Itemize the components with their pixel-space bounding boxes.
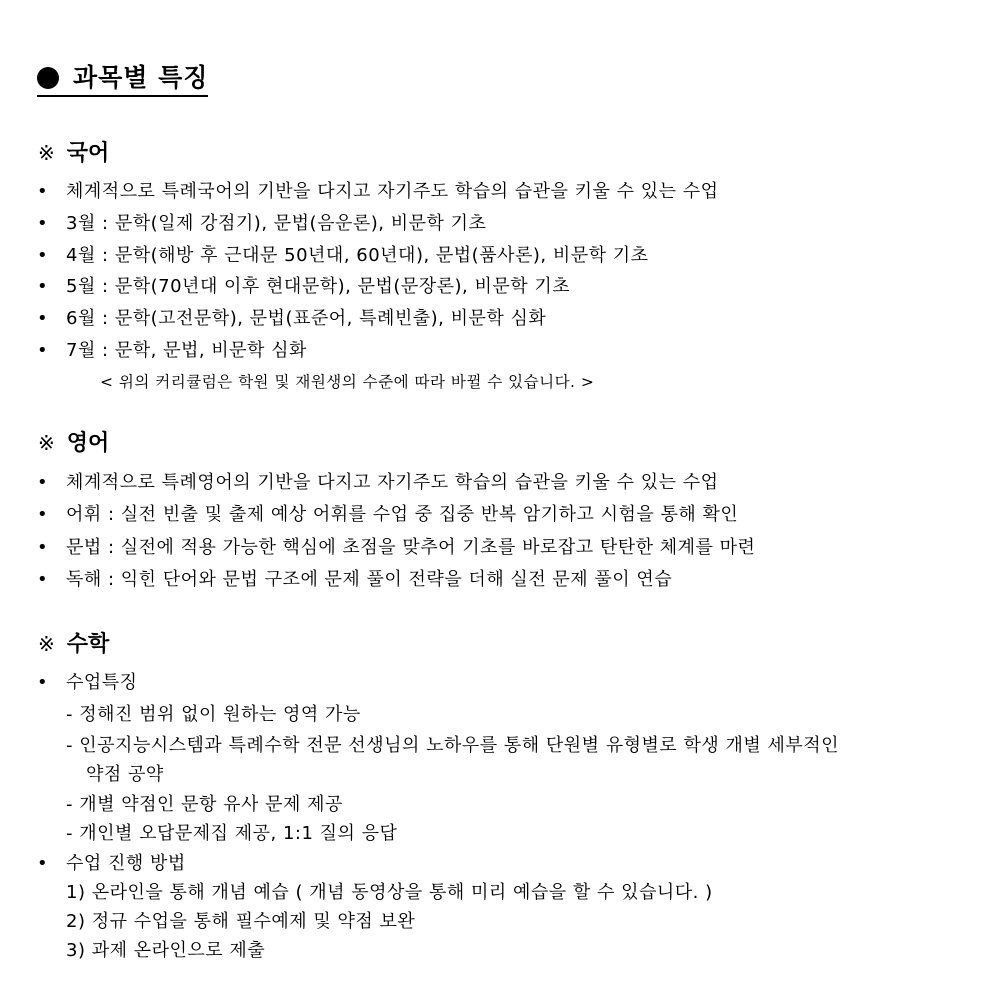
section-heading-english: ※ 영어 <box>38 431 110 456</box>
list-item: • 4월 : 문학(해방 후 근대문 50년대, 60년대), 문법(품사론), 비문학 기초 <box>37 245 649 266</box>
bullet-icon: • <box>37 181 49 202</box>
bullet-icon: • <box>37 672 49 693</box>
section-heading-math: ※ 수학 <box>38 632 110 657</box>
sub-item: - 개별 약점인 문항 유사 문제 제공 <box>66 794 343 815</box>
bullet-icon: • <box>37 213 49 234</box>
reference-mark-icon: ※ <box>38 431 55 455</box>
bullet-icon: • <box>37 853 49 874</box>
reference-mark-icon: ※ <box>38 632 55 656</box>
list-item: • 문법 : 실전에 적용 가능한 핵심에 초점을 맞추어 기초를 바로잡고 탄탄한 체계를 마련 <box>37 537 756 558</box>
list-item: • 5월 : 문학(70년대 이후 현대문학), 문법(문장론), 비문학 기초 <box>37 276 571 297</box>
page-title: 과목별 특징 <box>37 58 208 97</box>
method-step: 3) 과제 온라인으로 제출 <box>66 940 266 961</box>
curriculum-note: < 위의 커리큘럼은 학원 및 재원생의 수준에 따라 바뀔 수 있습니다. > <box>100 373 595 391</box>
method-step: 2) 정규 수업을 통해 필수예제 및 약점 보완 <box>66 911 416 932</box>
bullet-icon: • <box>37 340 49 361</box>
bullet-icon: • <box>37 245 49 266</box>
list-item: • 6월 : 문학(고전문학), 문법(표준어, 특례빈출), 비문학 심화 <box>37 308 547 329</box>
bullet-icon: • <box>37 308 49 329</box>
list-item: • 3월 : 문학(일제 강점기), 문법(음운론), 비문학 기초 <box>37 213 487 234</box>
bullet-icon: • <box>37 472 49 493</box>
list-item: • 수업 진행 방법 <box>37 853 186 874</box>
list-item: • 7월 : 문학, 문법, 비문학 심화 <box>37 340 307 361</box>
list-item: • 어휘 : 실전 빈출 및 출제 예상 어휘를 수업 중 집중 반복 암기하고 시험을 통해 확인 <box>37 504 739 525</box>
list-item: • 독해 : 익힌 단어와 문법 구조에 문제 풀이 전략을 더해 실전 문제 풀이 연습 <box>37 569 673 590</box>
bullet-icon: • <box>37 537 49 558</box>
section-heading-korean: ※ 국어 <box>38 141 110 166</box>
sub-item: - 개인별 오답문제집 제공, 1:1 질의 응답 <box>66 823 398 844</box>
bullet-icon: • <box>37 569 49 590</box>
bullet-icon: • <box>37 276 49 297</box>
list-item: • 수업특징 <box>37 672 138 693</box>
list-item: • 체계적으로 특례영어의 기반을 다지고 자기주도 학습의 습관을 키울 수 있는 수업 <box>37 472 719 493</box>
sub-item: - 인공지능시스템과 특례수학 전문 선생님의 노하우를 통해 단원별 유형별로 학생 개별 세부적인 <box>66 735 840 756</box>
bullet-dot-icon <box>37 67 59 89</box>
list-item: • 체계적으로 특례국어의 기반을 다지고 자기주도 학습의 습관을 키울 수 있는 수업 <box>37 181 719 202</box>
reference-mark-icon: ※ <box>38 141 55 165</box>
sub-item: - 정해진 범위 없이 원하는 영역 가능 <box>66 704 361 725</box>
method-step: 1) 온라인을 통해 개념 예습 ( 개념 동영상을 통해 미리 예습을 할 수 있습니다. ) <box>66 882 713 903</box>
sub-item-continuation: 약점 공약 <box>86 764 164 785</box>
bullet-icon: • <box>37 504 49 525</box>
